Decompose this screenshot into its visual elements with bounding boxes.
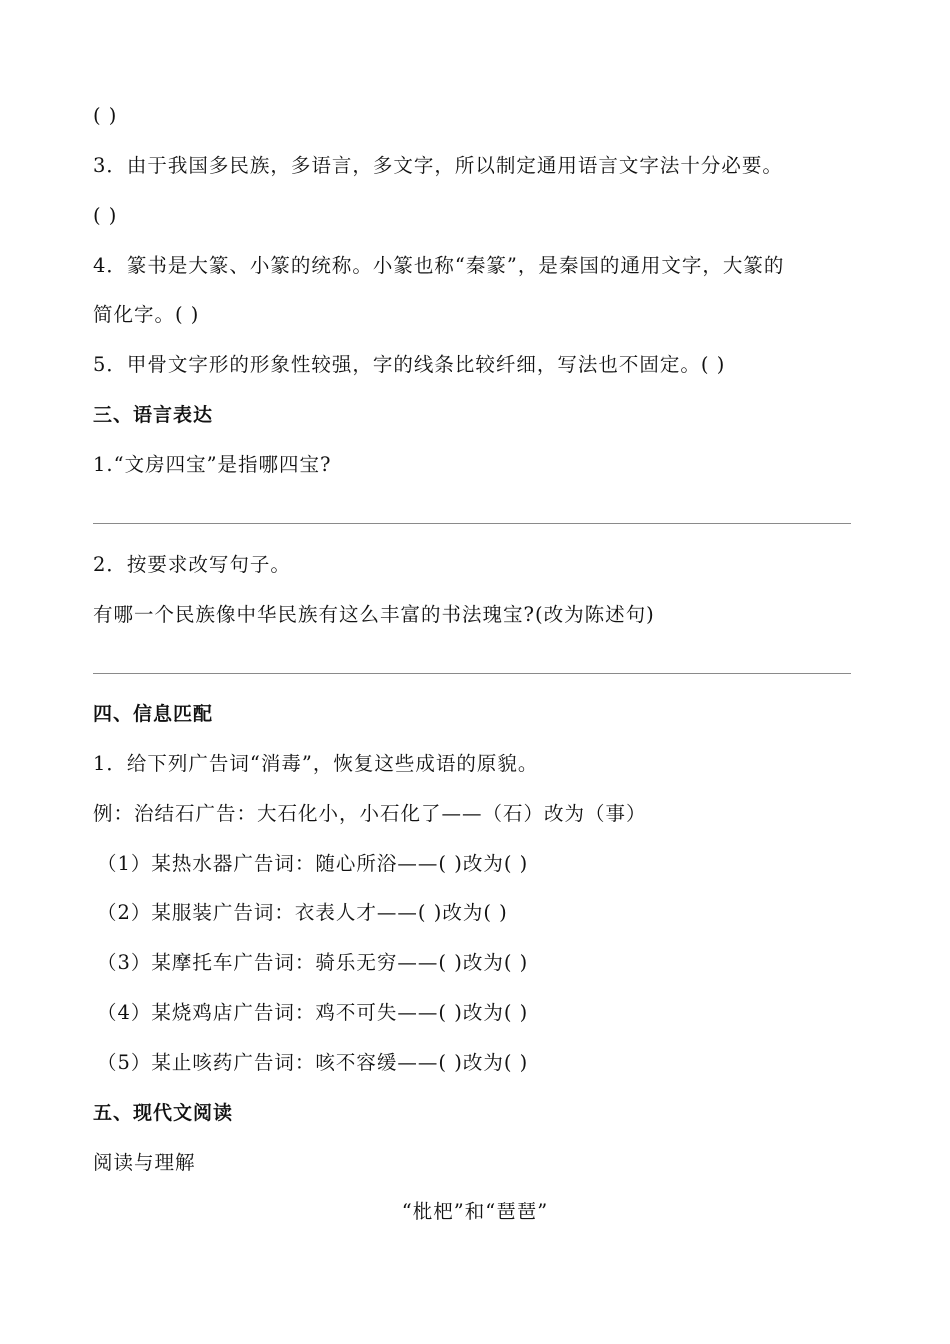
question-5: 5．甲骨文字形的形象性较强，字的线条比较纤细，写法也不固定。( ) <box>93 353 726 376</box>
rewrite-sentence: 有哪一个民族像中华民族有这么丰富的书法瑰宝?(改为陈述句) <box>93 603 655 626</box>
ad-item-1[interactable]: （1）某热水器广告词：随心所浴——( )改为( ) <box>97 852 529 875</box>
reading-label: 阅读与理解 <box>93 1151 196 1174</box>
question-4-continued: 简化字。( ) <box>93 303 200 326</box>
answer-line-2[interactable] <box>93 673 851 674</box>
section-5-heading: 五、现代文阅读 <box>93 1102 234 1124</box>
section-3-question-2: 2．按要求改写句子。 <box>93 553 291 576</box>
section-3-question-1: 1.“文房四宝”是指哪四宝? <box>93 453 332 476</box>
question-4: 4．篆书是大篆、小篆的统称。小篆也称“秦篆”，是秦国的通用文字，大篆的 <box>93 254 785 277</box>
answer-blank-2[interactable]: ( ) <box>93 104 118 127</box>
ad-item-5[interactable]: （5）某止咳药广告词：咳不容缓——( )改为( ) <box>97 1051 529 1074</box>
ad-item-2[interactable]: （2）某服装广告词：衣表人才——( )改为( ) <box>97 901 508 924</box>
example-line: 例：治结石广告：大石化小，小石化了——（石）改为（事） <box>93 802 647 825</box>
ad-item-4[interactable]: （4）某烧鸡店广告词：鸡不可失——( )改为( ) <box>97 1001 529 1024</box>
article-title: “枇杷”和“琶琶” <box>401 1200 549 1223</box>
ad-item-3[interactable]: （3）某摩托车广告词：骑乐无穷——( )改为( ) <box>97 951 529 974</box>
section-4-question-1: 1．给下列广告词“消毒”，恢复这些成语的原貌。 <box>93 752 539 775</box>
section-3-heading: 三、语言表达 <box>93 404 214 426</box>
answer-blank-3[interactable]: ( ) <box>93 204 118 227</box>
section-4-heading: 四、信息匹配 <box>93 703 214 725</box>
answer-line-1[interactable] <box>93 523 851 524</box>
question-3: 3．由于我国多民族，多语言，多文字，所以制定通用语言文字法十分必要。 <box>93 154 783 177</box>
